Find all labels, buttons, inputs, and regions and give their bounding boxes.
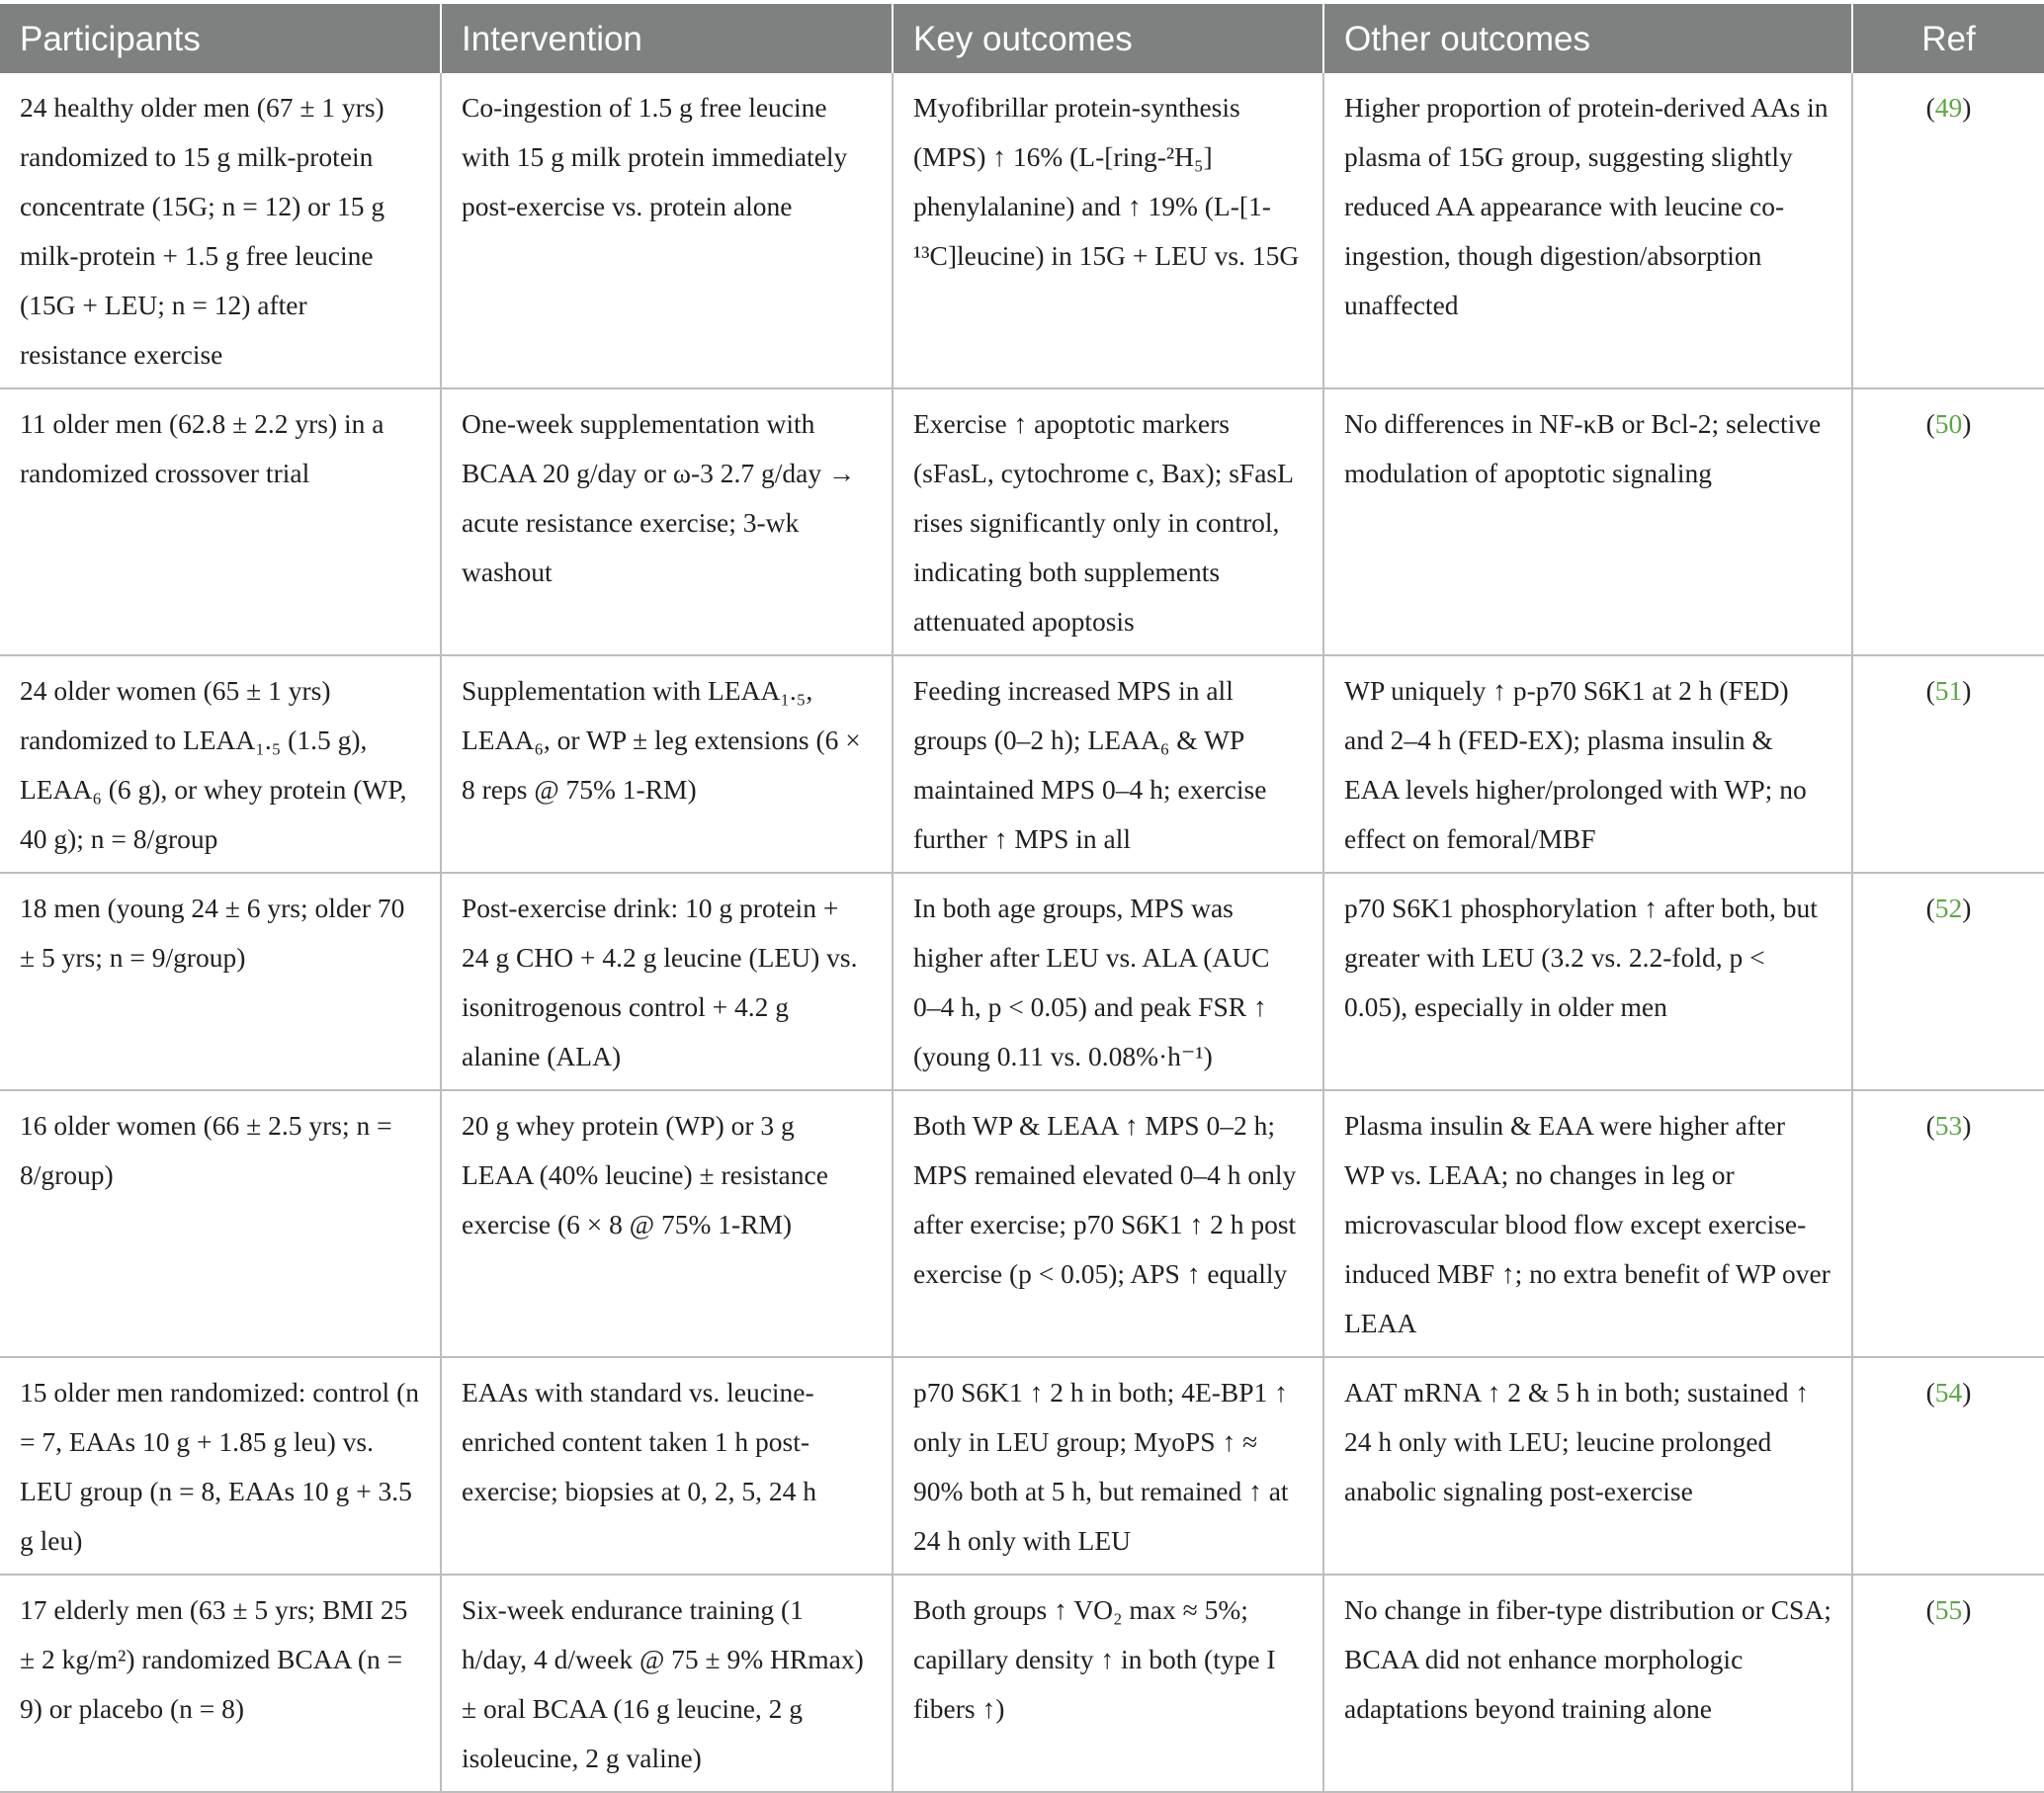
cell-key-outcomes: In both age groups, MPS was higher after LEU vs. ALA (AUC 0–4 h, p < 0.05) and peak FSR ↑ (young 0.11 vs. 0.08%·h⁻¹) [893, 873, 1323, 1090]
header-participants: Participants [0, 4, 441, 73]
table-row [0, 873, 2044, 1090]
ref-link[interactable]: 55 [1934, 1594, 1963, 1625]
ref-link[interactable]: 51 [1934, 675, 1963, 706]
cell-ref: (52) [1852, 873, 2044, 1090]
cell-key-outcomes: p70 S6K1 ↑ 2 h in both; 4E-BP1 ↑ only in LEU group; MyoPS ↑ ≈ 90% both at 5 h, but remained ↑ at 24 h only with LEU [893, 1357, 1323, 1575]
cell-key-outcomes: Myofibrillar protein-synthesis (MPS) ↑ 16% (L-[ring-²H₅] phenylalanine) and ↑ 19% (L-[1-¹³C]leucine) in 15G + LEU vs. 15G [893, 73, 1323, 388]
table-row [0, 73, 2044, 388]
cell-participants: 24 older women (65 ± 1 yrs) randomized to LEAA₁.₅ (1.5 g), LEAA₆ (6 g), or whey protein (WP, 40 g); n = 8/group [0, 655, 441, 873]
header-other-outcomes: Other outcomes [1323, 4, 1852, 73]
cell-other-outcomes: No differences in NF-κB or Bcl-2; selective modulation of apoptotic signaling [1323, 388, 1852, 655]
table-body [0, 73, 2044, 1792]
table-row [0, 388, 2044, 655]
cell-intervention: 20 g whey protein (WP) or 3 g LEAA (40% leucine) ± resistance exercise (6 × 8 @ 75% 1-RM) [441, 1090, 893, 1357]
table-row [0, 655, 2044, 873]
ref-link[interactable]: 54 [1934, 1377, 1963, 1408]
header-intervention: Intervention [441, 4, 893, 73]
cell-participants: 16 older women (66 ± 2.5 yrs; n = 8/group) [0, 1090, 441, 1357]
cell-intervention: Co-ingestion of 1.5 g free leucine with 15 g milk protein immediately post-exercise vs. protein alone [441, 73, 893, 388]
cell-participants: 17 elderly men (63 ± 5 yrs; BMI 25 ± 2 kg/m²) randomized BCAA (n = 9) or placebo (n = 8) [0, 1575, 441, 1792]
ref-link[interactable]: 49 [1934, 92, 1963, 123]
cell-participants: 11 older men (62.8 ± 2.2 yrs) in a randomized crossover trial [0, 388, 441, 655]
cell-ref: (50) [1852, 388, 2044, 655]
cell-participants: 18 men (young 24 ± 6 yrs; older 70 ± 5 yrs; n = 9/group) [0, 873, 441, 1090]
cell-other-outcomes: WP uniquely ↑ p-p70 S6K1 at 2 h (FED) and 2–4 h (FED-EX); plasma insulin & EAA levels higher/prolonged with WP; no effect on femoral/MBF [1323, 655, 1852, 873]
cell-ref: (51) [1852, 655, 2044, 873]
ref-link[interactable]: 52 [1934, 893, 1963, 923]
cell-key-outcomes: Both WP & LEAA ↑ MPS 0–2 h; MPS remained elevated 0–4 h only after exercise; p70 S6K1 ↑ 2 h post exercise (p < 0.05); APS ↑ equally [893, 1090, 1323, 1357]
table-row [0, 1575, 2044, 1792]
cell-participants: 24 healthy older men (67 ± 1 yrs) randomized to 15 g milk-protein concentrate (15G; n = 12) or 15 g milk-protein + 1.5 g free leucine (15G + LEU; n = 12) after resistance exercise [0, 73, 441, 388]
cell-other-outcomes: No change in fiber-type distribution or CSA; BCAA did not enhance morphologic adaptations beyond training alone [1323, 1575, 1852, 1792]
cell-other-outcomes: AAT mRNA ↑ 2 & 5 h in both; sustained ↑ 24 h only with LEU; leucine prolonged anabolic signaling post-exercise [1323, 1357, 1852, 1575]
table-row [0, 1357, 2044, 1575]
cell-intervention: Post-exercise drink: 10 g protein + 24 g CHO + 4.2 g leucine (LEU) vs. isonitrogenous control + 4.2 g alanine (ALA) [441, 873, 893, 1090]
cell-other-outcomes: Plasma insulin & EAA were higher after WP vs. LEAA; no changes in leg or microvascular blood flow except exercise-induced MBF ↑; no extra benefit of WP over LEAA [1323, 1090, 1852, 1357]
cell-key-outcomes: Both groups ↑ VO₂ max ≈ 5%; capillary density ↑ in both (type I fibers ↑) [893, 1575, 1323, 1792]
cell-ref: (53) [1852, 1090, 2044, 1357]
cell-intervention: One-week supplementation with BCAA 20 g/day or ω-3 2.7 g/day → acute resistance exercise; 3-wk washout [441, 388, 893, 655]
cell-ref: (55) [1852, 1575, 2044, 1792]
cell-intervention: Six-week endurance training (1 h/day, 4 d/week @ 75 ± 9% HRmax) ± oral BCAA (16 g leucine, 2 g isoleucine, 2 g valine) [441, 1575, 893, 1792]
table-header [0, 4, 2044, 73]
cell-ref: (49) [1852, 73, 2044, 388]
cell-other-outcomes: Higher proportion of protein-derived AAs in plasma of 15G group, suggesting slightly reduced AA appearance with leucine co-ingestion, though digestion/absorption unaffected [1323, 73, 1852, 388]
ref-link[interactable]: 53 [1934, 1110, 1963, 1141]
cell-key-outcomes: Feeding increased MPS in all groups (0–2 h); LEAA₆ & WP maintained MPS 0–4 h; exercise further ↑ MPS in all [893, 655, 1323, 873]
cell-intervention: Supplementation with LEAA₁.₅, LEAA₆, or WP ± leg extensions (6 × 8 reps @ 75% 1-RM) [441, 655, 893, 873]
outcomes-table [0, 4, 2044, 1793]
cell-other-outcomes: p70 S6K1 phosphorylation ↑ after both, but greater with LEU (3.2 vs. 2.2-fold, p < 0.05), especially in older men [1323, 873, 1852, 1090]
header-ref: Ref [1852, 4, 2044, 73]
header-key-outcomes: Key outcomes [893, 4, 1323, 73]
cell-intervention: EAAs with standard vs. leucine-enriched content taken 1 h post-exercise; biopsies at 0, 2, 5, 24 h [441, 1357, 893, 1575]
cell-key-outcomes: Exercise ↑ apoptotic markers (sFasL, cytochrome c, Bax); sFasL rises significantly only in control, indicating both supplements attenuated apoptosis [893, 388, 1323, 655]
header-row [0, 4, 2044, 73]
cell-ref: (54) [1852, 1357, 2044, 1575]
ref-link[interactable]: 50 [1934, 408, 1963, 439]
table-row [0, 1090, 2044, 1357]
cell-participants: 15 older men randomized: control (n = 7, EAAs 10 g + 1.85 g leu) vs. LEU group (n = 8, EAAs 10 g + 3.5 g leu) [0, 1357, 441, 1575]
